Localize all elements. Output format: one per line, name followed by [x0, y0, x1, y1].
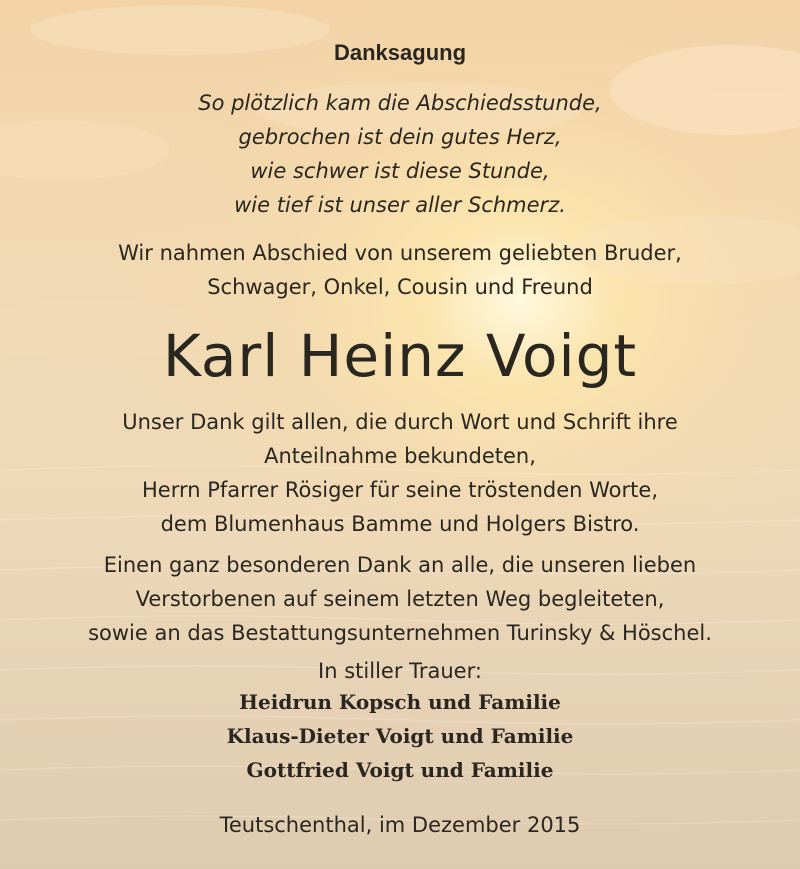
family-name: Klaus-Dieter Voigt und Familie — [226, 724, 574, 748]
mourning-label: In stiller Trauer: — [318, 659, 482, 683]
thanks-line: dem Blumenhaus Bamme und Holgers Bistro. — [160, 512, 640, 536]
thanks-line: Herrn Pfarrer Rösiger für seine tröstenden Worte, — [142, 478, 658, 502]
special-thanks-line: Einen ganz besonderen Dank an alle, die unseren lieben — [103, 553, 697, 577]
family-name: Heidrun Kopsch und Familie — [239, 690, 561, 714]
poem-line: wie schwer ist diese Stunde, — [250, 159, 550, 183]
special-thanks-line: sowie an das Bestattungsunternehmen Turinsky & Höschel. — [88, 621, 712, 645]
intro-line: Schwager, Onkel, Cousin und Freund — [207, 275, 593, 299]
poem-line: gebrochen ist dein gutes Herz, — [238, 125, 562, 149]
thanks-line: Anteilnahme bekundeten, — [264, 444, 536, 468]
deceased-name: Karl Heinz Voigt — [162, 322, 638, 390]
intro-line: Wir nahmen Abschied von unserem geliebten Bruder, — [118, 241, 682, 265]
place-date: Teutschenthal, im Dezember 2015 — [219, 813, 581, 837]
thanks-line: Unser Dank gilt allen, die durch Wort und Schrift ihre — [122, 410, 678, 434]
family-name: Gottfried Voigt und Familie — [246, 758, 554, 782]
special-thanks-line: Verstorbenen auf seinem letzten Weg begleiteten, — [135, 587, 665, 611]
notice-heading: Danksagung — [333, 40, 467, 65]
poem-line: So plötzlich kam die Abschiedsstunde, — [198, 91, 602, 115]
poem-line: wie tief ist unser aller Schmerz. — [234, 193, 566, 217]
